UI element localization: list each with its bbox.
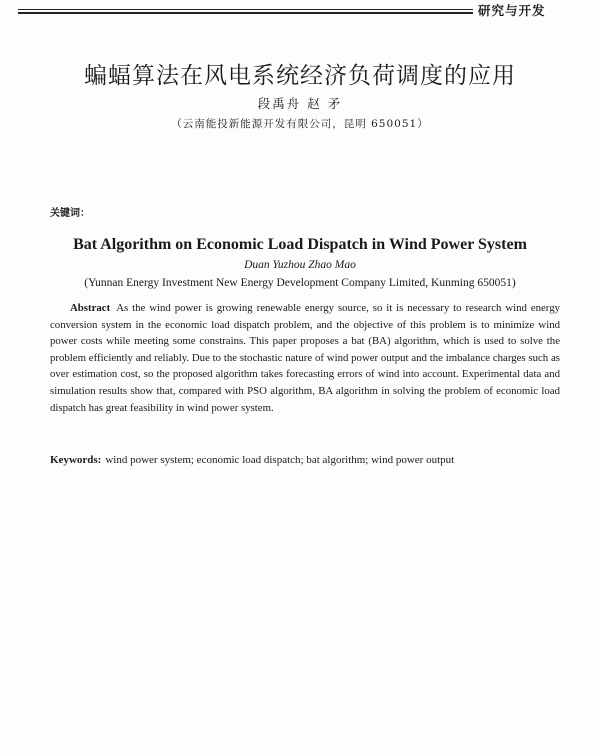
- keywords-english: [50, 454, 560, 466]
- journal-section-header: 研究与开发: [478, 4, 546, 18]
- authors-english: Duan Yuzhou Zhao Mao: [244, 259, 356, 271]
- keywords-english-label: Keywords:: [50, 454, 102, 466]
- abstract-english: [50, 300, 560, 416]
- keywords-chinese: [50, 207, 560, 220]
- title-chinese: 蝙蝠算法在风电系统经济负荷调度的应用: [84, 63, 516, 89]
- header-rule-thick: [18, 12, 473, 14]
- affiliation-english: (Yunnan Energy Investment New Energy Development Company Limited, Kunming 650051): [84, 277, 516, 289]
- keywords-chinese-label: 关键词：: [50, 208, 90, 219]
- keywords-english-text: wind power system; economic load dispatch; bat algorithm; wind power output: [105, 454, 455, 466]
- affiliation-chinese: （云南能投新能源开发有限公司，昆明 650051）: [171, 118, 429, 130]
- abstract-english-text: As the wind power is growing renewable energy source, so it is necessary to research wind energy conversion system in the economic load dispatch problem, and the objective of this problem is to minimize wind power costs while meeting some constrains. This paper proposes a bat (BA) algorithm, which is used to solve the problem efficiently and reliably. Due to the stochastic nature of wind power output and the imbalance charges such as over estimation cost, so the proposed algorithm takes forecasting errors of wind into account. Experimental data and simulation results show that, compared with PSO algorithm, BA algorithm in solving the problem of economic load dispatch has great feasibility in wind power system.: [50, 302, 560, 414]
- title-english: Bat Algorithm on Economic Load Dispatch in Wind Power System: [73, 236, 527, 253]
- header-rule: [18, 9, 473, 10]
- authors-chinese: 段禹舟 赵 矛: [257, 96, 343, 111]
- abstract-english-label: Abstract: [70, 302, 111, 314]
